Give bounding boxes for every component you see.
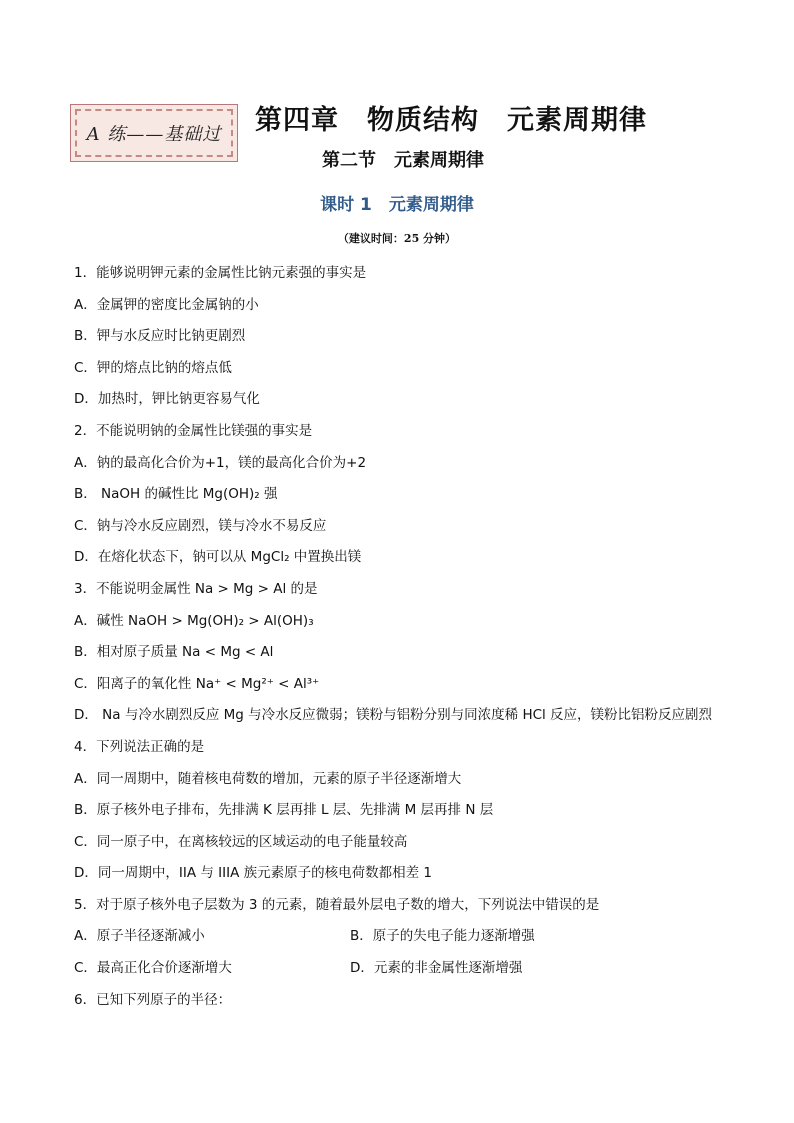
option-line: C．钠与冷水反应剧烈，镁与冷水不易反应 (74, 517, 327, 534)
suggested-time: （建议时间：25 分钟） (337, 232, 457, 245)
question-line: 2．不能说明钠的金属性比镁强的事实是 (74, 422, 313, 439)
option-a: A．原子半径逐渐减小 (74, 928, 205, 945)
option-line: D． Na 与冷水剧烈反应 Mg 与冷水反应微弱；镁粉与铝粉分别与同浓度稀 HCl 反应，镁粉比铝粉反应剧烈 (74, 707, 713, 724)
option-line: A．同一周期中，随着核电荷数的增加，元素的原子半径逐渐增大 (74, 770, 462, 787)
option-line: D．加热时，钾比钠更容易气化 (74, 391, 260, 408)
question-line: 4．下列说法正确的是 (74, 738, 205, 755)
option-line: C．同一原子中，在离核较远的区域运动的电子能量较高 (74, 833, 408, 850)
option-line: B．原子核外电子排布，先排满 K 层再排 L 层、先排满 M 层再排 N 层 (74, 802, 494, 819)
option-d: D．元素的非金属性逐渐增强 (350, 960, 523, 977)
option-line: A．金属钾的密度比金属钠的小 (74, 296, 259, 313)
option-line: B．相对原子质量 Na < Mg < Al (74, 644, 274, 661)
option-row (74, 953, 734, 985)
section-title: 第二节 元素周期律 (322, 150, 484, 171)
badge-text: A 练——基础过 (86, 124, 222, 145)
lesson-title: 课时 1 元素周期律 (320, 195, 474, 215)
chapter-title: 第四章 物质结构 元素周期律 (255, 105, 647, 136)
badge-border (75, 109, 233, 157)
option-line: B． NaOH 的碱性比 Mg(OH)₂ 强 (74, 486, 278, 503)
option-row (74, 921, 734, 953)
option-line: C．阳离子的氧化性 Na⁺ < Mg²⁺ < Al³⁺ (74, 675, 320, 692)
option-line: B．钾与水反应时比钠更剧烈 (74, 328, 246, 345)
question-line: 5．对于原子核外电子层数为 3 的元素，随着最外层电子数的增大，下列说法中错误的是 (74, 896, 600, 913)
option-line: C．钾的熔点比钠的熔点低 (74, 359, 232, 376)
question-line: 3．不能说明金属性 Na > Mg > Al 的是 (74, 580, 318, 597)
section-badge (70, 104, 238, 162)
option-line: A．钠的最高化合价为+1，镁的最高化合价为+2 (74, 454, 367, 471)
question-line: 1．能够说明钾元素的金属性比钠元素强的事实是 (74, 265, 367, 281)
option-b: B．原子的失电子能力逐渐增强 (350, 928, 535, 945)
option-line: D．同一周期中，IIA 与 IIIA 族元素原子的核电荷数都相差 1 (74, 865, 433, 882)
option-line: A．碱性 NaOH > Mg(OH)₂ > Al(OH)₃ (74, 612, 314, 629)
question-list (74, 258, 734, 1016)
option-c: C．最高正化合价逐渐增大 (74, 960, 232, 977)
question-line: 6．已知下列原子的半径： (74, 991, 232, 1008)
option-line: D．在熔化状态下，钠可以从 MgCl₂ 中置换出镁 (74, 549, 362, 566)
